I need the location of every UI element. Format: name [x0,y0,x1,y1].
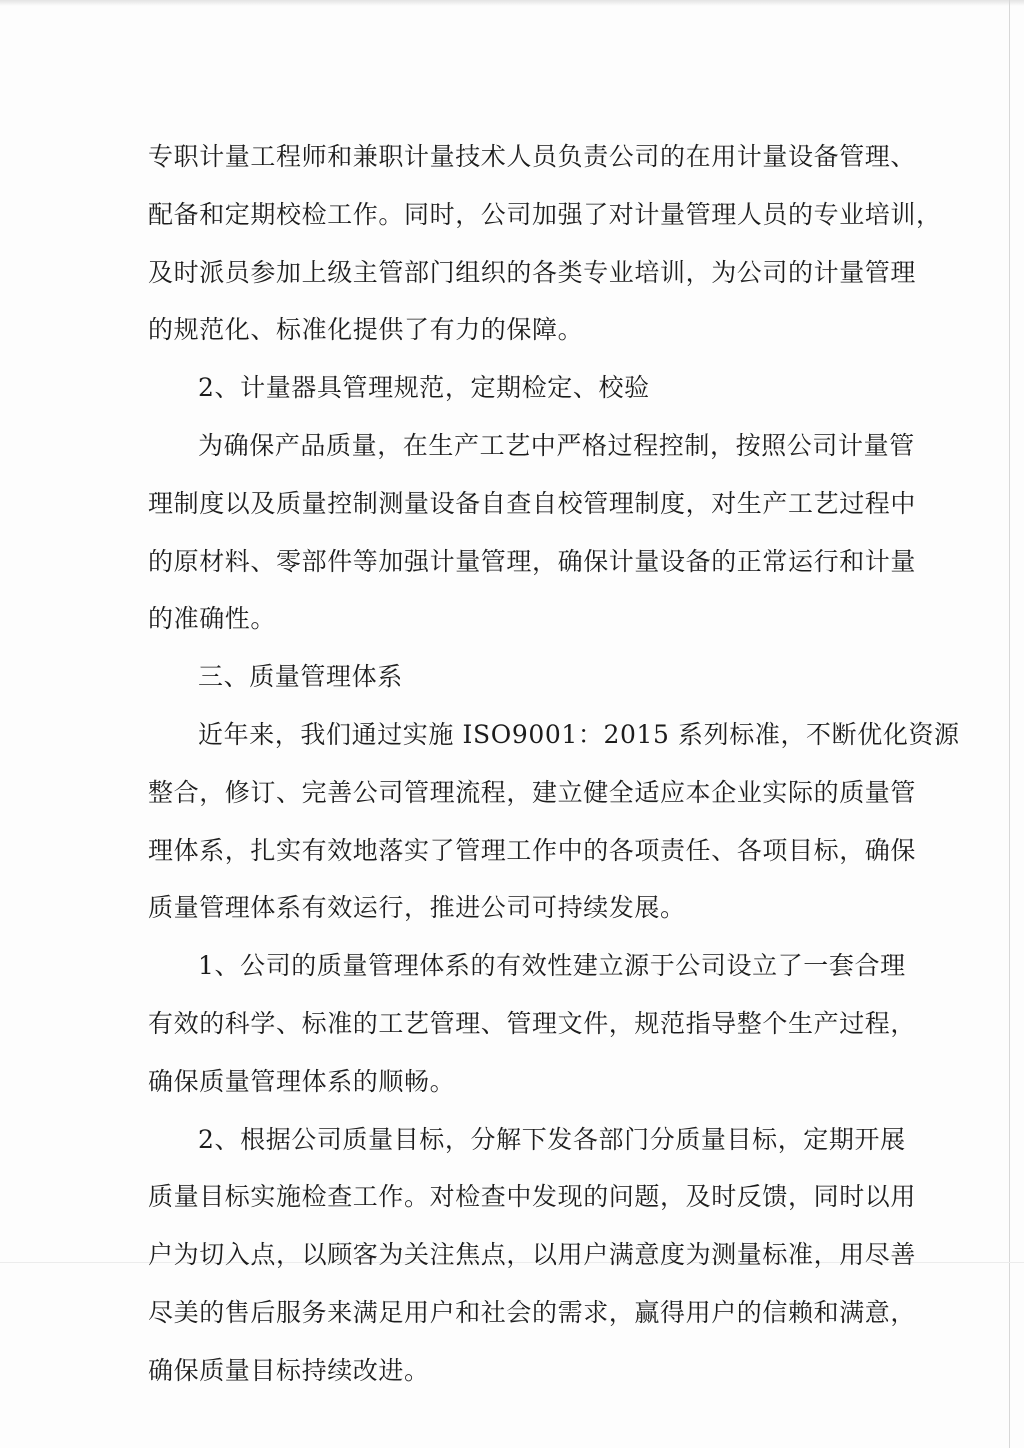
text-line: 理制度以及质量控制测量设备自查自校管理制度，对生产工艺过程中 [148,488,917,518]
text-line: 为确保产品质量，在生产工艺中严格过程控制，按照公司计量管 [198,430,915,460]
text-line: 尽美的售后服务来满足用户和社会的需求，赢得用户的信赖和满意， [148,1297,917,1327]
text-line: 的准确性。 [148,604,277,634]
text-line: 的规范化、标准化提供了有力的保障。 [148,315,584,345]
text-line: 整合，修订、完善公司管理流程，建立健全适应本企业实际的质量管 [148,777,917,807]
text-line: 户为切入点，以顾客为关注焦点，以用户满意度为测量标准，用尽善 [148,1240,917,1270]
text-line: 确保质量管理体系的顺畅。 [148,1066,456,1096]
text-line: 近年来，我们通过实施 ISO9001：2015 系列标准，不断优化资源 [198,719,960,749]
text-line: 质量管理体系有效运行，推进公司可持续发展。 [148,893,686,923]
section-heading: 2、计量器具管理规范，定期检定、校验 [198,373,650,403]
text-line: 的原材料、零部件等加强计量管理，确保计量设备的正常运行和计量 [148,546,917,576]
text-line: 确保质量目标持续改进。 [148,1355,430,1385]
document-body [148,128,960,1400]
text-line: 及时派员参加上级主管部门组织的各类专业培训，为公司的计量管理 [148,257,917,287]
scan-edge-top [0,0,1024,6]
text-line: 质量目标实施检查工作。对检查中发现的问题，及时反馈，同时以用 [148,1182,917,1212]
text-line: 1、公司的质量管理体系的有效性建立源于公司设立了一套合理 [198,951,906,981]
text-line: 有效的科学、标准的工艺管理、管理文件，规范指导整个生产过程， [148,1008,917,1038]
text-line: 配备和定期校检工作。同时，公司加强了对计量管理人员的专业培训， [148,199,942,229]
scan-edge-right [1009,0,1010,1448]
text-line: 专职计量工程师和兼职计量技术人员负责公司的在用计量设备管理、 [148,142,917,171]
section-heading: 三、质量管理体系 [198,662,403,692]
text-line: 理体系，扎实有效地落实了管理工作中的各项责任、各项目标，确保 [148,835,917,865]
text-line: 2、根据公司质量目标，分解下发各部门分质量目标，定期开展 [198,1124,906,1154]
